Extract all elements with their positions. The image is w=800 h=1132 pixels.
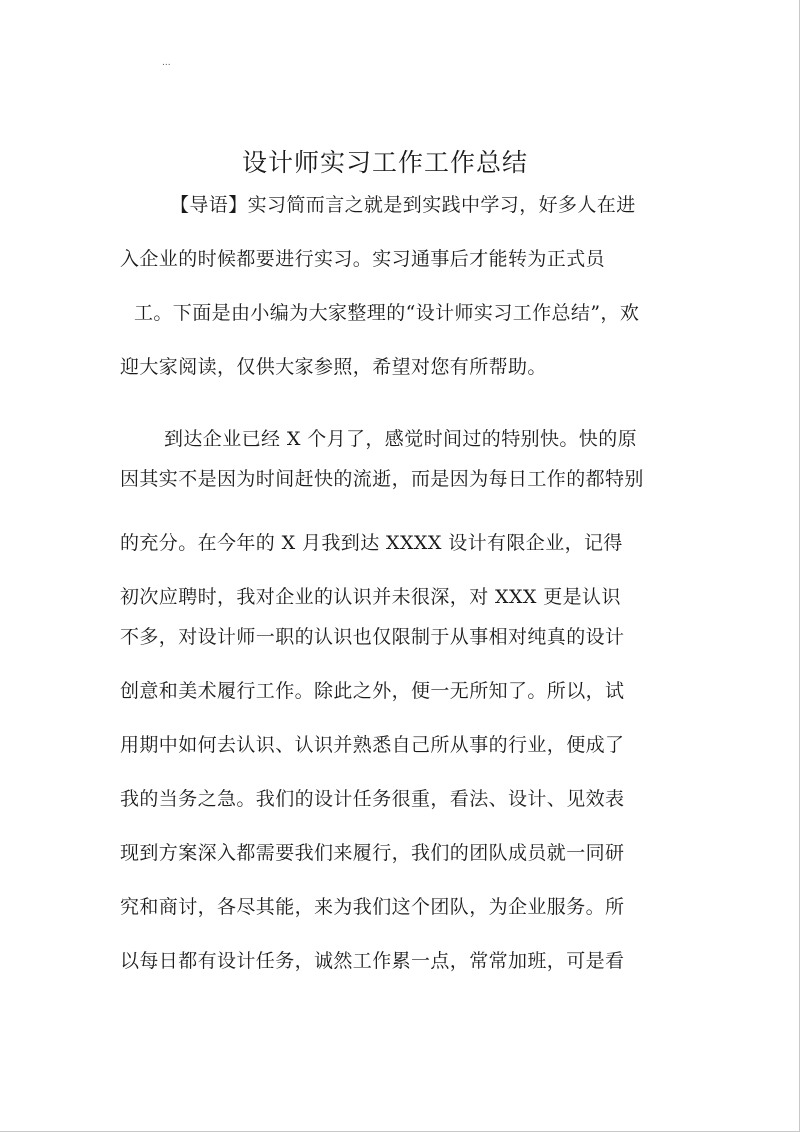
body-line: 【导语】实习简而言之就是到实践中学习，好多人在进 xyxy=(170,194,636,216)
body-line: 因其实不是因为时间赶快的流逝，而是因为每日工作的都特别 xyxy=(120,468,644,490)
body-line: 用期中如何去认识、认识并熟悉自己所从事的行业，便成了 xyxy=(120,734,625,756)
body-line: 我的当务之急。我们的设计任务很重，看法、设计、见效表 xyxy=(120,788,625,810)
body-line: 创意和美术履行工作。除此之外，便一无所知了。所以，试 xyxy=(120,680,625,702)
body-line: 工。下面是由小编为大家整理的“设计师实习工作总结”，欢 xyxy=(134,302,640,324)
body-line: 入企业的时候都要进行实习。实习通事后才能转为正式员 xyxy=(120,248,606,270)
body-line: 现到方案深入都需要我们来履行，我们的团队成员就一同研 xyxy=(120,842,625,864)
body-line: 的充分。在今年的 X 月我到达 XXXX 设计有限企业，记得 xyxy=(120,532,623,554)
header-mark: ... xyxy=(162,58,171,68)
body-line: 不多，对设计师一职的认识也仅限制于从事相对纯真的设计 xyxy=(120,626,625,648)
body-line: 初次应聘时，我对企业的认识并未很深，对 XXX 更是认识 xyxy=(120,586,621,608)
body-line: 以每日都有设计任务，诚然工作累一点，常常加班，可是看 xyxy=(120,950,625,972)
body-line: 迎大家阅读，仅供大家参照，希望对您有所帮助。 xyxy=(120,356,547,378)
document-title: 设计师实习工作工作总结 xyxy=(241,148,528,177)
body-line: 到达企业已经 X 个月了，感觉时间过的特别快。快的原 xyxy=(164,428,638,450)
body-line: 究和商讨，各尽其能，来为我们这个团队，为企业服务。所 xyxy=(120,896,625,918)
